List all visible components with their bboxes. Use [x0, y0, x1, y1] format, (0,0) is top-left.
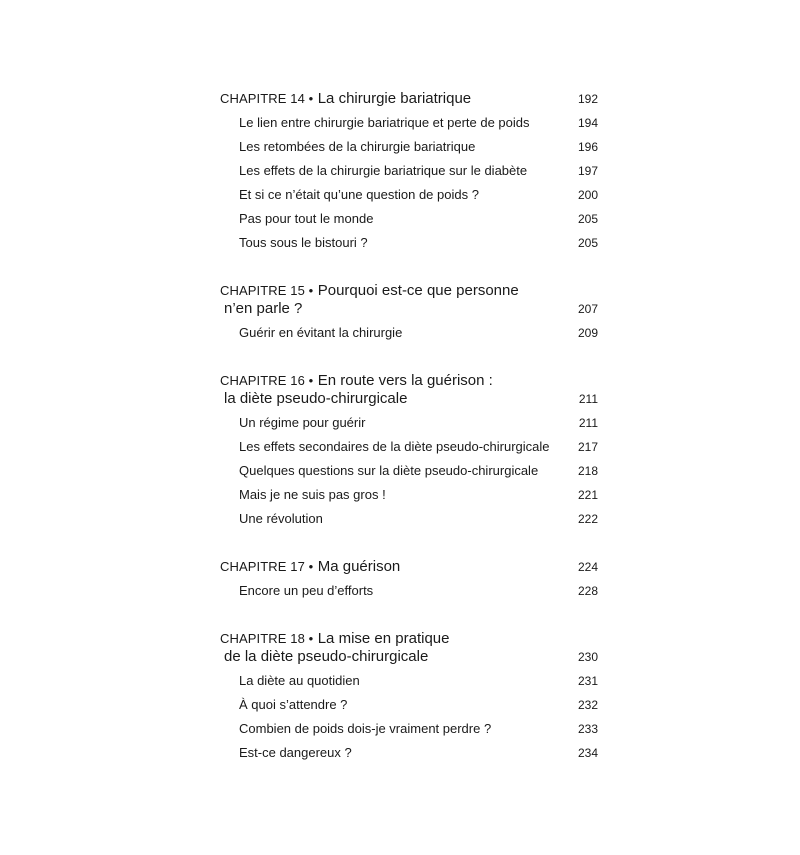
entry-page-number: 232 — [577, 698, 598, 712]
chapter-heading — [220, 90, 598, 108]
chapter-heading — [220, 372, 598, 408]
toc-entry — [220, 114, 598, 132]
chapter-title-continued: la diète pseudo-chirurgicale — [224, 390, 408, 407]
entry-page-number: 209 — [577, 326, 598, 340]
chapter-title: En route vers la guérison : — [317, 372, 493, 389]
toc-entry — [220, 744, 598, 762]
toc-entry — [220, 462, 598, 480]
chapter-title: La chirurgie bariatrique — [317, 90, 472, 107]
chapter-label: CHAPITRE 16 • — [220, 373, 314, 388]
toc-entry — [220, 210, 598, 228]
entry-page-number: 221 — [577, 488, 598, 502]
entry-page-number: 205 — [577, 236, 598, 250]
chapter-heading — [220, 630, 598, 666]
entry-title: Est-ce dangereux ? — [239, 745, 352, 760]
entry-page-number: 222 — [577, 512, 598, 526]
entry-title: Mais je ne suis pas gros ! — [239, 487, 386, 502]
chapter-title-continued: de la diète pseudo-chirurgicale — [224, 648, 429, 665]
chapter-heading — [220, 282, 598, 318]
chapter-heading — [220, 558, 598, 576]
entry-page-number: 217 — [577, 440, 598, 454]
chapter-14 — [220, 90, 598, 252]
toc-entry — [220, 438, 598, 456]
entry-page-number: 211 — [578, 416, 598, 430]
chapter-title-continued: n’en parle ? — [224, 300, 303, 317]
chapter-page-number: 224 — [577, 560, 598, 574]
entry-page-number: 196 — [577, 140, 598, 154]
entry-page-number: 231 — [577, 674, 598, 688]
chapter-15 — [220, 282, 598, 342]
toc-entry — [220, 720, 598, 738]
chapter-label: CHAPITRE 17 • — [220, 559, 314, 574]
toc-entry — [220, 414, 598, 432]
toc-entry — [220, 582, 598, 600]
entry-title: Les retombées de la chirurgie bariatrique — [239, 139, 476, 154]
chapter-label: CHAPITRE 18 • — [220, 631, 314, 646]
entry-title: La diète au quotidien — [239, 673, 360, 688]
chapter-17 — [220, 558, 598, 600]
toc-entry — [220, 138, 598, 156]
chapter-title: Ma guérison — [317, 558, 401, 575]
toc-entry — [220, 486, 598, 504]
entry-page-number: 194 — [577, 116, 598, 130]
chapter-page-number: 230 — [577, 650, 598, 664]
toc-entry — [220, 162, 598, 180]
toc-entry — [220, 696, 598, 714]
table-of-contents — [220, 90, 598, 792]
entry-page-number: 218 — [577, 464, 598, 478]
entry-title: Un régime pour guérir — [239, 415, 366, 430]
entry-title: À quoi s’attendre ? — [239, 697, 348, 712]
toc-entry — [220, 672, 598, 690]
entry-title: Les effets de la chirurgie bariatrique sur le diabète — [239, 163, 528, 178]
chapter-18 — [220, 630, 598, 762]
chapter-label: CHAPITRE 14 • — [220, 91, 314, 106]
toc-entry — [220, 186, 598, 204]
toc-entry — [220, 234, 598, 252]
entry-page-number: 234 — [577, 746, 598, 760]
entry-title: Une révolution — [239, 511, 323, 526]
entry-title: Pas pour tout le monde — [239, 211, 374, 226]
toc-entry — [220, 510, 598, 528]
entry-page-number: 197 — [577, 164, 598, 178]
chapter-page-number: 211 — [578, 392, 598, 406]
entry-page-number: 205 — [577, 212, 598, 226]
chapter-label: CHAPITRE 15 • — [220, 283, 314, 298]
entry-title: Encore un peu d’efforts — [239, 583, 374, 598]
entry-page-number: 228 — [577, 584, 598, 598]
toc-entry — [220, 324, 598, 342]
entry-title: Guérir en évitant la chirurgie — [239, 325, 403, 340]
chapter-16 — [220, 372, 598, 528]
chapter-title: Pourquoi est-ce que personne — [317, 282, 519, 299]
entry-page-number: 200 — [577, 188, 598, 202]
entry-title: Combien de poids dois-je vraiment perdre ? — [239, 721, 492, 736]
entry-title: Le lien entre chirurgie bariatrique et perte de poids — [239, 115, 530, 130]
chapter-page-number: 207 — [577, 302, 598, 316]
chapter-title: La mise en pratique — [317, 630, 450, 647]
entry-title: Quelques questions sur la diète pseudo-chirurgicale — [239, 463, 539, 478]
entry-title: Tous sous le bistouri ? — [239, 235, 368, 250]
entry-title: Les effets secondaires de la diète pseudo-chirurgicale — [239, 439, 550, 454]
entry-title: Et si ce n’était qu’une question de poids ? — [239, 187, 479, 202]
entry-page-number: 233 — [577, 722, 598, 736]
chapter-page-number: 192 — [577, 92, 598, 106]
